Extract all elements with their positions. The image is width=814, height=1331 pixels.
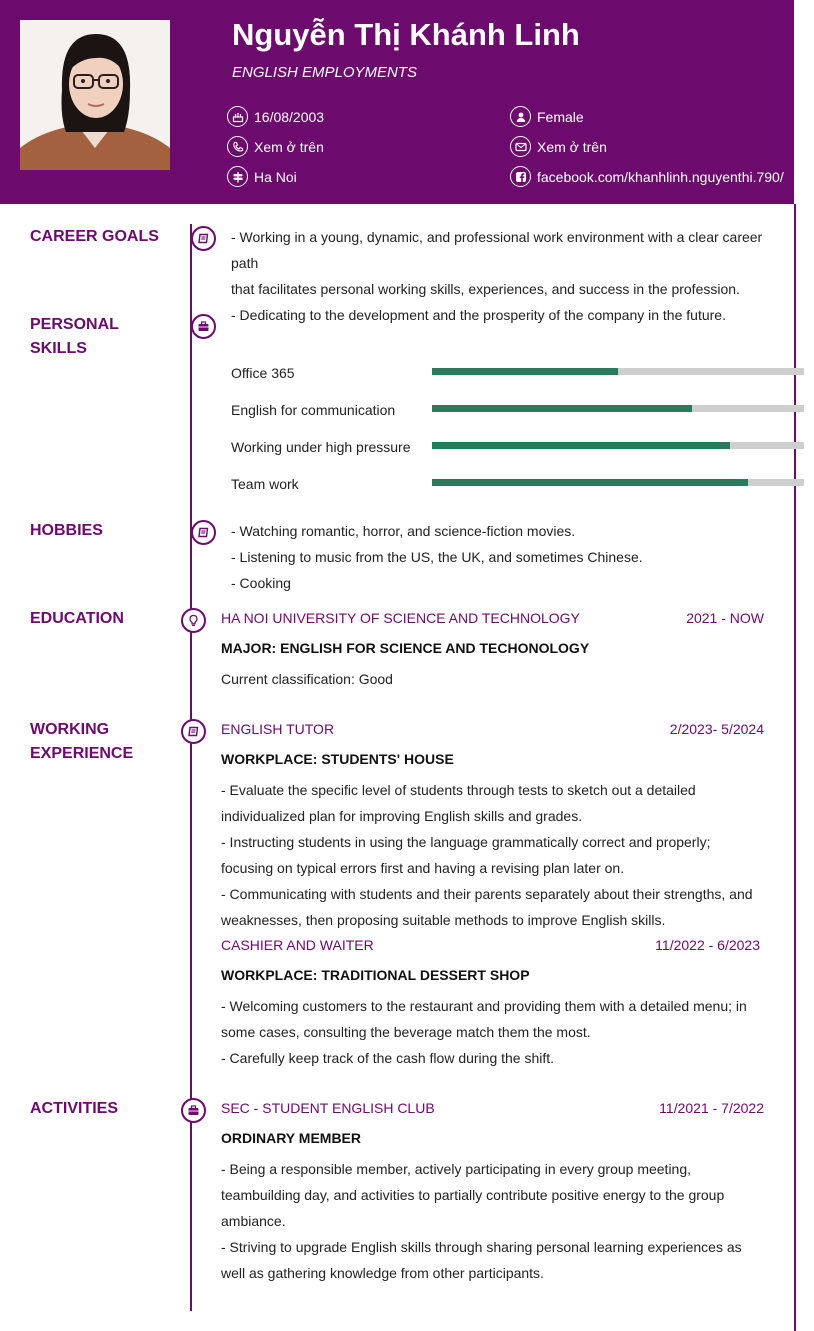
lightbulb-icon (187, 614, 200, 627)
school-name: HA NOI UNIVERSITY OF SCIENCE AND TECHNOLOGY (221, 610, 580, 626)
skill-bar-track (432, 479, 804, 486)
activities-title: ACTIVITIES (30, 1100, 119, 1117)
skill-bar-fill (432, 368, 618, 375)
phone-value: Xem ở trên (254, 138, 324, 155)
hobby-item: - Cooking (231, 575, 291, 591)
skill-bar-track (432, 442, 804, 449)
job-period: 11/2022 - 6/2023 (655, 937, 760, 953)
career-goals-text (231, 224, 793, 328)
activity-description-line: - Being a responsible member, actively participating in every group meeting, (221, 1161, 692, 1177)
job-position: ENGLISH TUTOR (221, 721, 335, 737)
book-icon (197, 526, 210, 539)
email-value: Xem ở trên (537, 138, 607, 155)
email-info (510, 136, 607, 157)
job-description-line: - Evaluate the specific level of students through tests to sketch out a detailed (221, 782, 696, 798)
job-description-line: weaknesses, then proposing suitable methods to improve English skills. (221, 912, 666, 928)
experience-title-line-2: EXPERIENCE (30, 745, 134, 762)
phone-icon (227, 136, 248, 157)
candidate-name: Nguyễn Thị Khánh Linh (232, 17, 580, 52)
job-description-line: - Communicating with students and their parents separately about their strengths, and (221, 886, 753, 902)
experience-title (30, 718, 133, 766)
experience-node (181, 719, 206, 744)
skill-bar-fill (432, 479, 748, 486)
skill-label: English for communication (231, 402, 396, 418)
skill-label: Office 365 (231, 365, 295, 381)
education-node (181, 608, 206, 633)
job-description-line: - Carefully keep track of the cash flow during the shift. (221, 1050, 555, 1066)
job-workplace: WORKPLACE: STUDENTS' HOUSE (221, 751, 454, 767)
job-description (221, 993, 786, 1071)
activity-period: 11/2021 - 7/2022 (659, 1100, 764, 1116)
hobbies-title: HOBBIES (30, 522, 103, 539)
hobbies-node (191, 520, 216, 545)
gender-value: Female (537, 108, 584, 125)
career-goals-line-1: - Working in a young, dynamic, and professional work environment with a clear career path (231, 229, 763, 271)
address-value: Ha Noi (254, 168, 297, 185)
personal-skills-node (191, 314, 216, 339)
job-description (221, 777, 786, 933)
user-icon (510, 106, 531, 127)
career-goals-title: CAREER GOALS (30, 228, 159, 245)
skill-label: Team work (231, 476, 299, 492)
briefcase-icon (197, 320, 210, 333)
job-description-line: - Instructing students in using the language grammatically correct and properly; (221, 834, 711, 850)
skill-label: Working under high pressure (231, 439, 411, 455)
job-description-line: focusing on typical errors first and having a revising plan later on. (221, 860, 625, 876)
address-info (227, 166, 297, 187)
job-position: CASHIER AND WAITER (221, 937, 374, 953)
skill-bar-fill (432, 442, 730, 449)
career-goals-line-2: that facilitates personal working skills, experiences, and success in the profession. (231, 281, 740, 297)
personal-skills-title (30, 313, 119, 361)
activity-description (221, 1156, 786, 1286)
job-workplace: WORKPLACE: TRADITIONAL DESSERT SHOP (221, 967, 530, 983)
facebook-icon (510, 166, 531, 187)
facebook-link[interactable]: facebook.com/khanhlinh.nguyenthi.790/ (537, 168, 784, 185)
email-icon (510, 136, 531, 157)
activity-club: SEC - STUDENT ENGLISH CLUB (221, 1100, 435, 1116)
career-goals-node (191, 226, 216, 251)
job-description-line: some cases, consulting the beverage match them the most. (221, 1024, 591, 1040)
hobbies-text (231, 518, 791, 596)
activity-description-line: ambiance. (221, 1213, 286, 1229)
activity-description-line: well as gathering knowledge from other participants. (221, 1265, 544, 1281)
activity-role: ORDINARY MEMBER (221, 1130, 362, 1146)
signpost-icon (227, 166, 248, 187)
hobby-item: - Watching romantic, horror, and science-fiction movies. (231, 523, 576, 539)
personal-skills-title-line-1: PERSONAL (30, 316, 119, 333)
birthday-value: 16/08/2003 (254, 108, 325, 125)
education-classification: Current classification: Good (221, 671, 393, 687)
activities-node (181, 1098, 206, 1123)
birthday-cake-icon (227, 106, 248, 127)
profile-photo (20, 20, 170, 170)
job-period: 2/2023- 5/2024 (669, 721, 764, 737)
job-description-line: - Welcoming customers to the restaurant and providing them with a detailed menu; in (221, 998, 747, 1014)
personal-skills-title-line-2: SKILLS (30, 340, 87, 357)
career-goals-line-3: - Dedicating to the development and the prosperity of the company in the future. (231, 307, 726, 323)
birthday-info (227, 106, 324, 127)
skill-bar-track (432, 405, 804, 412)
activity-description-line: - Striving to upgrade English skills through sharing personal learning experiences as (221, 1239, 742, 1255)
education-major: MAJOR: ENGLISH FOR SCIENCE AND TECHONOLOGY (221, 640, 590, 656)
gender-info (510, 106, 584, 127)
phone-info (227, 136, 324, 157)
job-title: ENGLISH EMPLOYMENTS (232, 64, 418, 81)
experience-title-line-1: WORKING (30, 721, 110, 738)
briefcase-icon (187, 1104, 200, 1117)
skill-bar-fill (432, 405, 692, 412)
cv-header (0, 0, 794, 204)
facebook-info[interactable] (510, 166, 784, 187)
activity-description-line: teambuilding day, and activities to partially contribute positive energy to the group (221, 1187, 725, 1203)
timeline-line (190, 224, 192, 1311)
hobby-item: - Listening to music from the US, the UK, and sometimes Chinese. (231, 549, 643, 565)
education-period: 2021 - NOW (686, 610, 764, 626)
book-icon (187, 725, 200, 738)
book-icon (197, 232, 210, 245)
skill-bar-track (432, 368, 804, 375)
education-title: EDUCATION (30, 610, 124, 627)
job-description-line: individualized plan for improving English skills and grades. (221, 808, 583, 824)
